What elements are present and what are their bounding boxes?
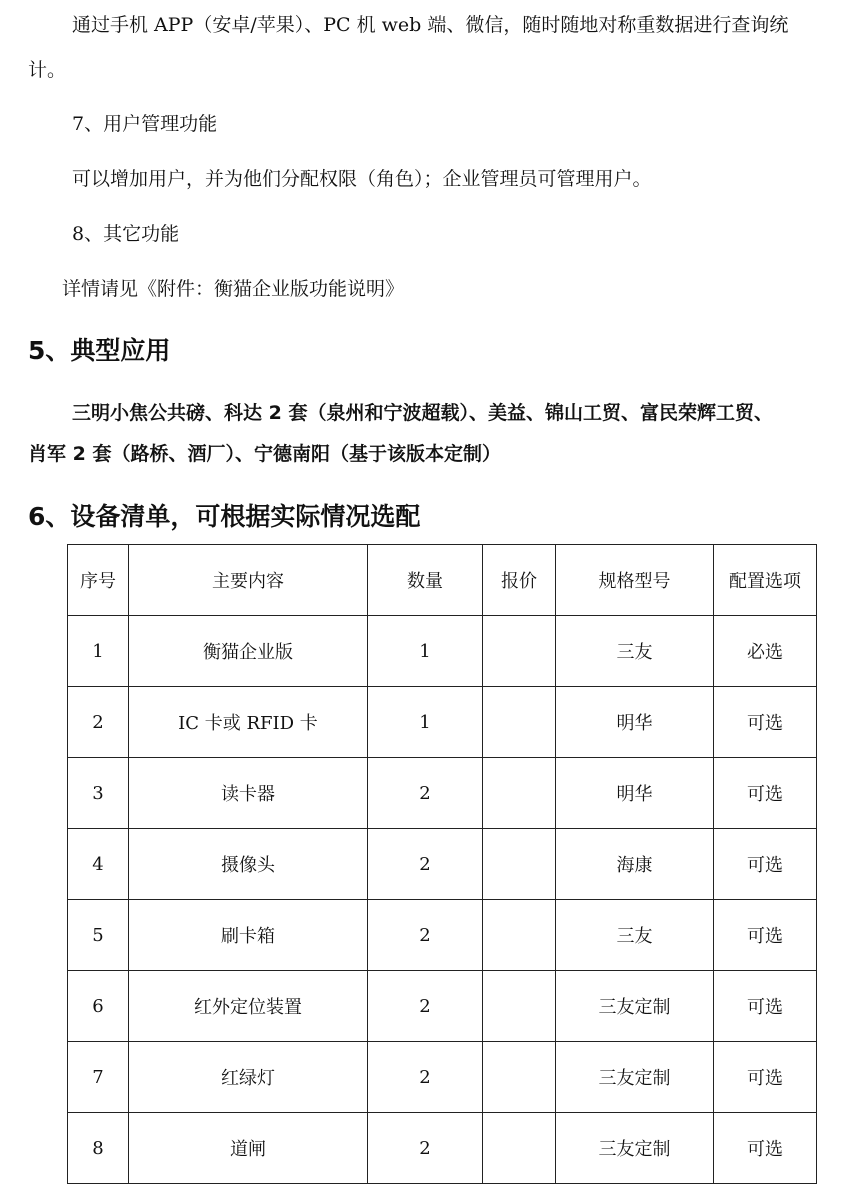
user-management-body: 可以增加用户，并为他们分配权限（角色）；企业管理员可管理用户。 — [72, 168, 652, 190]
cell-price — [483, 1042, 556, 1113]
table-row — [68, 900, 817, 971]
cell-index: 5 — [68, 900, 129, 971]
cell-price — [483, 687, 556, 758]
header-price: 报价 — [483, 545, 556, 616]
cell-option: 可选 — [714, 900, 817, 971]
cell-content: 道闸 — [129, 1113, 368, 1184]
cell-option: 可选 — [714, 1113, 817, 1184]
cell-model: 三友定制 — [556, 971, 714, 1042]
cell-quantity: 1 — [368, 687, 483, 758]
cell-price — [483, 1113, 556, 1184]
equipment-table — [67, 544, 817, 1184]
header-content: 主要内容 — [129, 545, 368, 616]
cell-model: 三友 — [556, 616, 714, 687]
other-features-title: 8、其它功能 — [72, 223, 180, 245]
table-row — [68, 1042, 817, 1113]
section-5-heading: 5、典型应用 — [28, 336, 171, 365]
cell-model: 海康 — [556, 829, 714, 900]
cell-quantity: 2 — [368, 1042, 483, 1113]
cell-index: 8 — [68, 1113, 129, 1184]
cell-option: 可选 — [714, 758, 817, 829]
cell-index: 1 — [68, 616, 129, 687]
cell-quantity: 1 — [368, 616, 483, 687]
cell-quantity: 2 — [368, 758, 483, 829]
other-features-body: 详情请见《附件：衡猫企业版功能说明》 — [62, 278, 405, 300]
cell-content: 读卡器 — [129, 758, 368, 829]
cell-index: 3 — [68, 758, 129, 829]
cell-index: 4 — [68, 829, 129, 900]
cell-index: 6 — [68, 971, 129, 1042]
cell-model: 三友定制 — [556, 1113, 714, 1184]
table-row — [68, 829, 817, 900]
table-header-row — [68, 545, 817, 616]
cell-option: 必选 — [714, 616, 817, 687]
table-row — [68, 758, 817, 829]
cell-price — [483, 900, 556, 971]
cell-content: 刷卡箱 — [129, 900, 368, 971]
cell-model: 三友 — [556, 900, 714, 971]
section-6-heading: 6、设备清单，可根据实际情况选配 — [28, 502, 421, 531]
cell-option: 可选 — [714, 971, 817, 1042]
cell-index: 2 — [68, 687, 129, 758]
header-option: 配置选项 — [714, 545, 817, 616]
cell-model: 三友定制 — [556, 1042, 714, 1113]
header-quantity: 数量 — [368, 545, 483, 616]
cell-model: 明华 — [556, 758, 714, 829]
cell-price — [483, 758, 556, 829]
cell-content: 衡猫企业版 — [129, 616, 368, 687]
cell-model: 明华 — [556, 687, 714, 758]
cell-price — [483, 829, 556, 900]
cell-option: 可选 — [714, 1042, 817, 1113]
intro-line-1: 通过手机 APP（安卓/苹果）、PC 机 web 端、微信，随时随地对称重数据进行查询统 — [72, 14, 789, 36]
intro-line-2: 计。 — [28, 59, 67, 81]
cell-content: 摄像头 — [129, 829, 368, 900]
section-5-line-1: 三明小焦公共磅、科达 2 套（泉州和宁波超载）、美益、锦山工贸、富民荣辉工贸、 — [72, 402, 773, 424]
table-row — [68, 1113, 817, 1184]
cell-content: IC 卡或 RFID 卡 — [129, 687, 368, 758]
cell-content: 红绿灯 — [129, 1042, 368, 1113]
cell-price — [483, 616, 556, 687]
cell-option: 可选 — [714, 829, 817, 900]
cell-quantity: 2 — [368, 971, 483, 1042]
section-5-line-2: 肖军 2 套（路桥、酒厂）、宁德南阳（基于该版本定制） — [28, 443, 501, 465]
cell-index: 7 — [68, 1042, 129, 1113]
header-model: 规格型号 — [556, 545, 714, 616]
cell-quantity: 2 — [368, 1113, 483, 1184]
cell-quantity: 2 — [368, 829, 483, 900]
cell-option: 可选 — [714, 687, 817, 758]
cell-quantity: 2 — [368, 900, 483, 971]
table-row — [68, 687, 817, 758]
table-row — [68, 616, 817, 687]
table-row — [68, 971, 817, 1042]
cell-price — [483, 971, 556, 1042]
header-index: 序号 — [68, 545, 129, 616]
user-management-title: 7、用户管理功能 — [72, 113, 218, 135]
cell-content: 红外定位装置 — [129, 971, 368, 1042]
